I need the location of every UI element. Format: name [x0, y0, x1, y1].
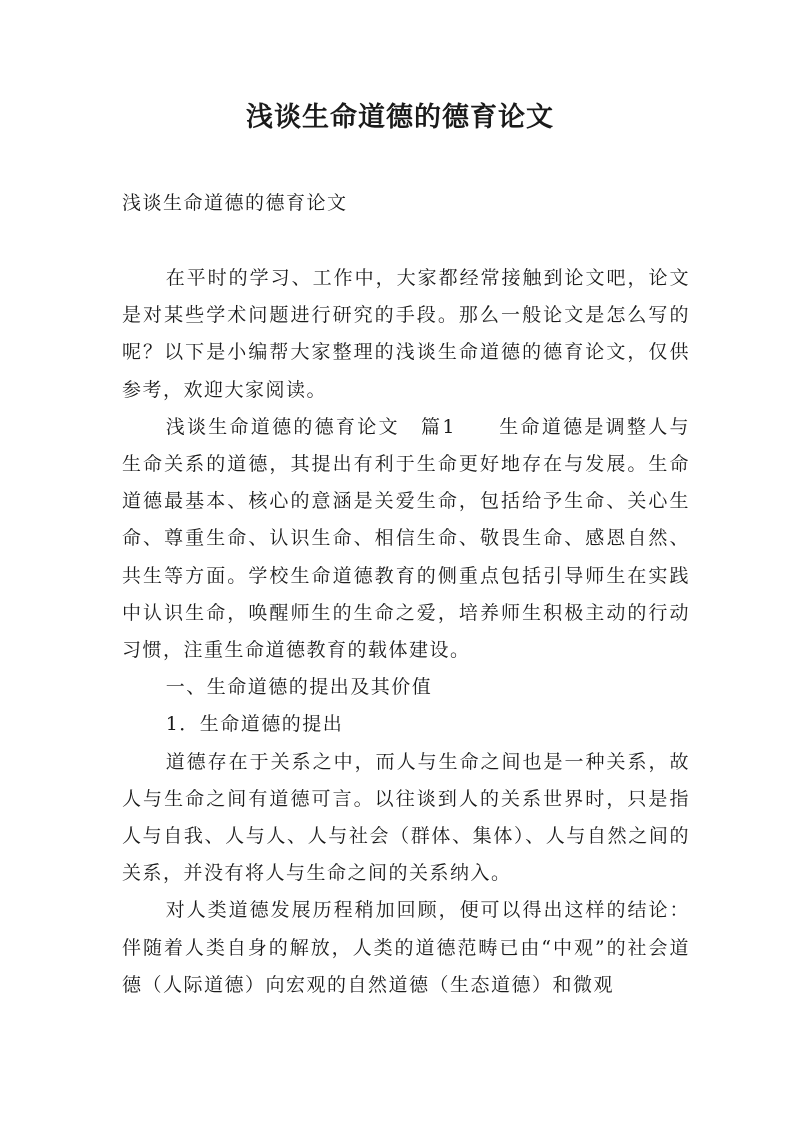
document-subtitle: 浅谈生命道德的德育论文 — [122, 192, 348, 214]
intro-paragraph: 在平时的学习、工作中，大家都经常接触到论文吧，论文是对某些学术问题进行研究的手段。那么一般论文是怎么写的呢？以下是小编帮大家整理的浅谈生命道德的德育论文，仅供参考，欢迎大家阅读。 — [122, 267, 690, 401]
history-paragraph: 对人类道德发展历程稍加回顾，便可以得出这样的结论：伴随着人类自身的解放，人类的道德范畴已由“中观”的社会道德（人际道德）向宏观的自然道德（生态道德）和微观 — [122, 899, 690, 996]
document-body — [122, 260, 690, 1004]
document-title: 浅谈生命道德的德育论文 — [246, 102, 554, 133]
subsection-heading: 1．生命道德的提出 — [165, 713, 344, 736]
relation-paragraph: 道德存在于关系之中，而人与生命之间也是一种关系，故人与生命之间有道德可言。以往谈到人的关系世界时，只是指人与自我、人与人、人与社会（群体、集体）、人与自然之间的关系，并没有将人与生命之间的关系纳入。 — [122, 750, 690, 885]
article-lead-paragraph: 浅谈生命道德的德育论文 篇1 生命道德是调整人与生命关系的道德，其提出有利于生命更好地存在与发展。生命道德最基本、核心的意涵是关爱生命，包括给予生命、关心生命、尊重生命、认识生命、相信生命、敬畏生命、感恩自然、共生等方面。学校生命道德教育的侧重点包括引导师生在实践中认识生命，唤醒师生的生命之爱，培养师生积极主动的行动习惯，注重生命道德教育的载体建设。 — [122, 415, 690, 662]
section-heading: 一、生命道德的提出及其价值 — [165, 676, 433, 699]
